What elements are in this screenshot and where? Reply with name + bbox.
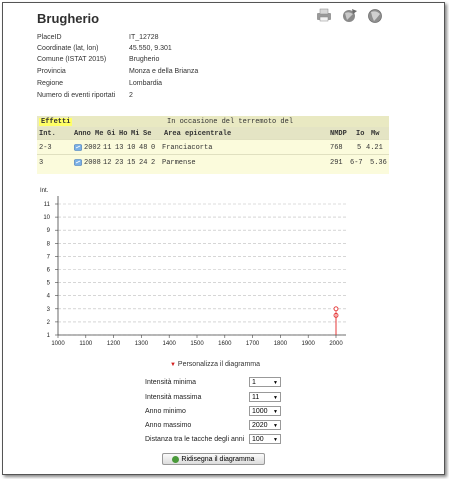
dropdown-arrow-icon: ▼ [273, 395, 278, 401]
info-key-regione: Regione [37, 80, 64, 87]
y-tick-label: 11 [43, 202, 50, 208]
row1-anno: 2002 [84, 144, 101, 152]
event-link-icon[interactable] [74, 159, 82, 166]
label-intensita-minima: Intensità minima [145, 379, 196, 386]
effetti-label: Effetti [41, 118, 71, 126]
dropdown-arrow-icon: ▼ [273, 380, 278, 386]
row2-gi: 23 [115, 159, 124, 167]
label-anno-minimo: Anno minimo [145, 408, 186, 415]
page-title: Brugherio [37, 11, 100, 26]
print-icon[interactable] [316, 8, 332, 22]
info-key-comune: Comune (ISTAT 2015) [37, 56, 107, 63]
info-value-regione: Lombardia [129, 80, 163, 87]
info-value-provincia: Monza e della Brianza [129, 68, 199, 75]
y-axis-label: Int. [40, 188, 49, 194]
triangle-down-icon: ▼ [170, 362, 176, 368]
row1-area[interactable]: Franciacorta [162, 144, 213, 152]
col-area: Area epicentrale [164, 130, 232, 138]
row2-se: 2 [151, 159, 156, 167]
col-int: Int. [39, 130, 56, 138]
info-value-coordinates: 45.550, 9.301 [129, 45, 172, 52]
col-ho: Ho [119, 130, 128, 138]
select-anno-massimo[interactable]: 2020 ▼ [249, 420, 281, 430]
row2-anno: 2008 [84, 159, 101, 167]
select-anno-minimo[interactable]: 1000 ▼ [249, 406, 281, 416]
y-tick-label: 10 [43, 215, 50, 222]
row2-ho: 15 [127, 159, 136, 167]
globe-icon[interactable] [367, 8, 384, 23]
row1-io: 5 [357, 144, 362, 152]
x-tick-label: 1800 [273, 341, 288, 347]
info-value-placeid: IT_12728 [129, 34, 159, 41]
x-tick-label: 1500 [190, 341, 204, 347]
row2-me: 12 [103, 159, 112, 167]
col-mw: Mw [371, 130, 380, 138]
info-key-provincia: Provincia [37, 68, 66, 75]
col-se: Se [143, 130, 152, 138]
x-tick-label: 1400 [162, 341, 176, 347]
personalizza-label: Personalizza il diagramma [177, 361, 260, 368]
row1-ho: 10 [127, 144, 136, 152]
y-tick-label: 9 [46, 228, 50, 235]
dropdown-arrow-icon: ▼ [273, 423, 278, 429]
col-me: Me [95, 130, 104, 138]
row1-int: 2-3 [39, 144, 52, 152]
info-key-placeid: PlaceID [37, 34, 62, 41]
col-anno: Anno [74, 130, 91, 138]
info-value-comune: Brugherio [129, 56, 160, 63]
select-intensita-minima[interactable]: 1 ▼ [249, 377, 281, 387]
row2-int: 3 [39, 159, 44, 167]
info-value-eventi: 2 [129, 92, 133, 99]
y-tick-label: 8 [46, 241, 50, 248]
event-link-icon[interactable] [74, 144, 82, 151]
x-tick-label: 1900 [301, 341, 315, 347]
col-nmdp: NMDP [330, 130, 347, 138]
row1-nmdp: 768 [330, 144, 343, 152]
row1-me: 11 [103, 144, 112, 152]
redraw-button[interactable]: Ridisegna il diagramma [162, 453, 265, 465]
row2-mw: 5.36 [370, 159, 387, 167]
redraw-icon [172, 456, 179, 463]
row2-io: 6-7 [350, 159, 363, 167]
y-tick-label: 5 [46, 280, 50, 287]
row1-gi: 13 [115, 144, 124, 152]
col-gi: Gi [107, 130, 116, 138]
globe-arrow-icon[interactable] [341, 8, 358, 23]
x-tick-label: 1300 [134, 341, 149, 347]
info-key-coordinates: Coordinate (lat, lon) [37, 45, 99, 52]
group-header: In occasione del terremoto del [167, 118, 294, 126]
info-key-eventi: Numero di eventi riportati [37, 92, 116, 99]
col-mi: Mi [131, 130, 140, 138]
select-distanza-tacche[interactable]: 100 ▼ [249, 434, 281, 444]
personalizza-toggle[interactable] [170, 361, 260, 368]
y-tick-label: 7 [46, 254, 50, 261]
row1-mw: 4.21 [366, 144, 383, 152]
x-tick-label: 1000 [51, 341, 65, 347]
label-anno-massimo: Anno massimo [145, 422, 192, 429]
x-tick-label: 1700 [245, 341, 260, 347]
x-tick-label: 1600 [218, 341, 232, 347]
x-tick-label: 1100 [79, 341, 93, 347]
row1-se: 0 [151, 144, 156, 152]
y-tick-label: 3 [46, 306, 50, 313]
x-tick-label: 2000 [329, 341, 343, 347]
row2-area[interactable]: Parmense [162, 159, 196, 167]
col-io: Io [356, 130, 365, 138]
row1-mi: 48 [139, 144, 148, 152]
label-intensita-massima: Intensità massima [145, 394, 202, 401]
row2-mi: 24 [139, 159, 148, 167]
y-tick-label: 2 [46, 319, 50, 326]
intensity-chart [30, 180, 360, 355]
x-tick-label: 1200 [106, 341, 121, 347]
select-intensita-massima[interactable]: 11 ▼ [249, 392, 281, 402]
label-distanza-tacche: Distanza tra le tacche degli anni [145, 436, 245, 443]
y-tick-label: 4 [46, 293, 50, 300]
y-tick-label: 6 [46, 267, 50, 274]
data-point [334, 307, 338, 311]
dropdown-arrow-icon: ▼ [273, 437, 278, 443]
y-tick-label: 1 [46, 333, 50, 339]
events-table [37, 116, 389, 174]
dropdown-arrow-icon: ▼ [273, 409, 278, 415]
row2-nmdp: 291 [330, 159, 343, 167]
